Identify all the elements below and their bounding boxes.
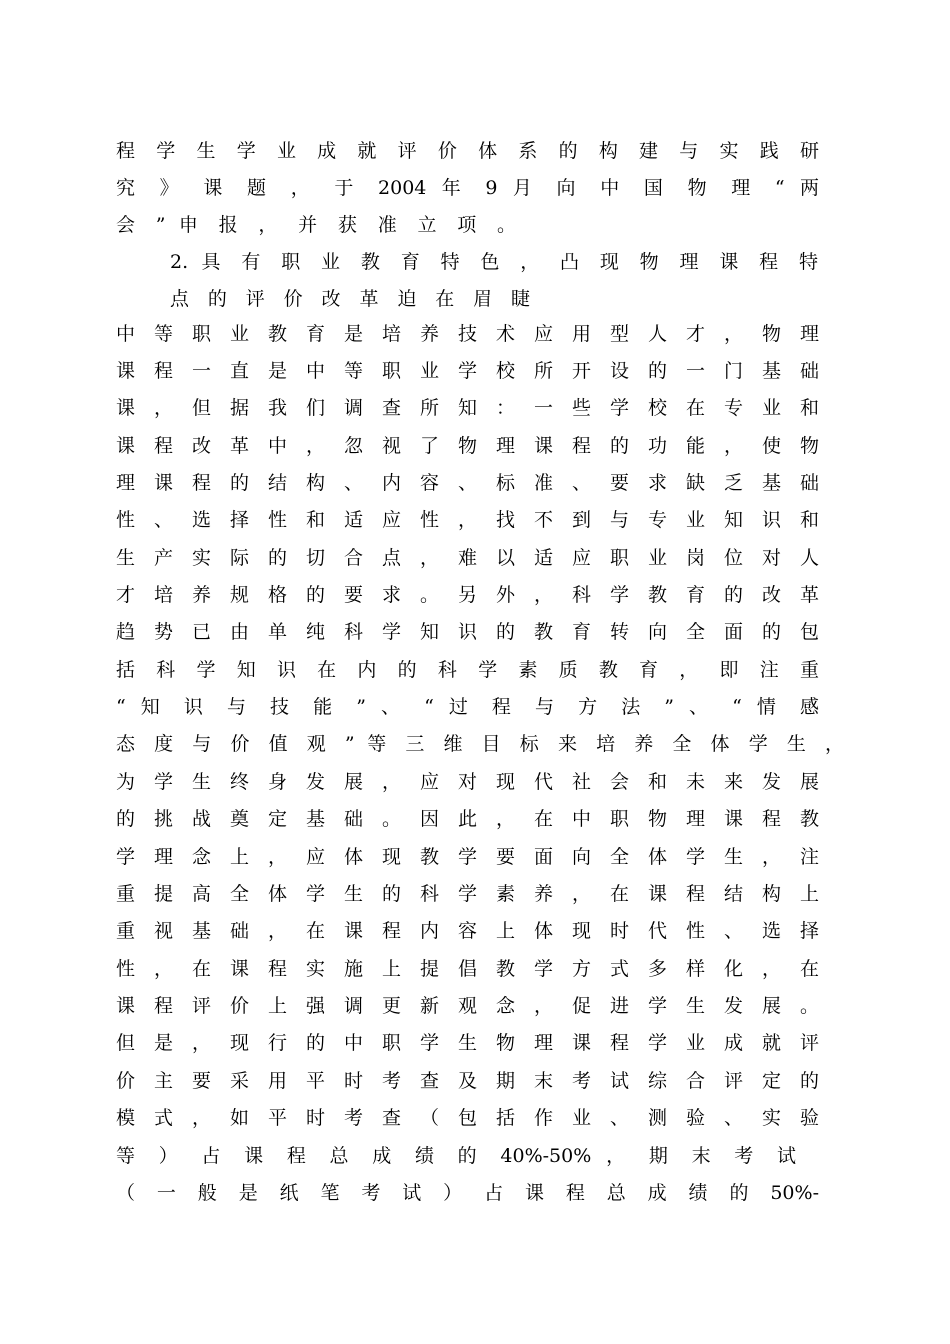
text-line: 等 ） 占 课 程 总 成 绩 的 40%-50% ， 期 末 考 试	[116, 1145, 796, 1167]
text-line: 为 学 生 终 身 发 展 ， 应 对 现 代 社 会 和 未 来 发 展	[116, 771, 819, 793]
text-line: 价 主 要 采 用 平 时 考 查 及 期 末 考 试 综 合 评 定 的	[116, 1070, 819, 1092]
text-line: 才 培 养 规 格 的 要 求 。 另 外 ， 科 学 教 育 的 改 革	[116, 584, 819, 606]
text-line: “ 知 识 与 技 能 ” 、 “ 过 程 与 方 法 ” 、 “ 情 感	[116, 696, 819, 718]
text-line: 括 科 学 知 识 在 内 的 科 学 素 质 教 育 ， 即 注 重	[116, 659, 819, 681]
text-line: 理 课 程 的 结 构 、 内 容 、 标 准 、 要 求 缺 乏 基 础	[116, 472, 819, 494]
text-line: 课 程 评 价 上 强 调 更 新 观 念 ， 促 进 学 生 发 展 。	[116, 995, 819, 1017]
text-line: 程 学 生 学 业 成 就 评 价 体 系 的 构 建 与 实 践 研	[116, 140, 819, 162]
text-line: 中 等 职 业 教 育 是 培 养 技 术 应 用 型 人 才 ， 物 理	[116, 323, 819, 345]
text-line: 重 提 高 全 体 学 生 的 科 学 素 养 ， 在 课 程 结 构 上	[116, 883, 819, 905]
text-line: 的 挑 战 奠 定 基 础 。 因 此 ， 在 中 职 物 理 课 程 教	[116, 808, 819, 830]
text-line: 学 理 念 上 ， 应 体 现 教 学 要 面 向 全 体 学 生 ， 注	[116, 846, 819, 868]
text-line: 态 度 与 价 值 观 ” 等 三 维 目 标 来 培 养 全 体 学 生 ，	[116, 733, 844, 755]
text-line: 课 ， 但 据 我 们 调 查 所 知 ： 一 些 学 校 在 专 业 和	[116, 397, 819, 419]
text-line: 课 程 一 直 是 中 等 职 业 学 校 所 开 设 的 一 门 基 础	[116, 360, 819, 382]
text-line: 生 产 实 际 的 切 合 点 ， 难 以 适 应 职 业 岗 位 对 人	[116, 547, 819, 569]
text-line: 究 》 课 题 ， 于 2004 年 9 月 向 中 国 物 理 “ 两	[116, 177, 819, 199]
text-line: 模 式 ， 如 平 时 考 查 （ 包 括 作 业 、 测 验 、 实 验	[116, 1107, 819, 1129]
section-heading-continued: 点 的 评 价 改 革 迫 在 眉 睫	[170, 288, 530, 310]
text-line: 会 ” 申 报 ， 并 获 准 立 项 。	[116, 214, 516, 236]
section-heading: 2. 具 有 职 业 教 育 特 色 ， 凸 现 物 理 课 程 特	[170, 251, 818, 273]
text-line: （ 一 般 是 纸 笔 考 试 ） 占 课 程 总 成 绩 的 50%-	[116, 1182, 819, 1204]
text-line: 性 ， 在 课 程 实 施 上 提 倡 教 学 方 式 多 样 化 ， 在	[116, 958, 819, 980]
text-line: 趋 势 已 由 单 纯 科 学 知 识 的 教 育 转 向 全 面 的 包	[116, 621, 819, 643]
text-line: 性 、 选 择 性 和 适 应 性 ， 找 不 到 与 专 业 知 识 和	[116, 509, 819, 531]
text-line: 重 视 基 础 ， 在 课 程 内 容 上 体 现 时 代 性 、 选 择	[116, 920, 819, 942]
text-line: 但 是 ， 现 行 的 中 职 学 生 物 理 课 程 学 业 成 就 评	[116, 1032, 819, 1054]
text-line: 课 程 改 革 中 ， 忽 视 了 物 理 课 程 的 功 能 ， 使 物	[116, 435, 819, 457]
